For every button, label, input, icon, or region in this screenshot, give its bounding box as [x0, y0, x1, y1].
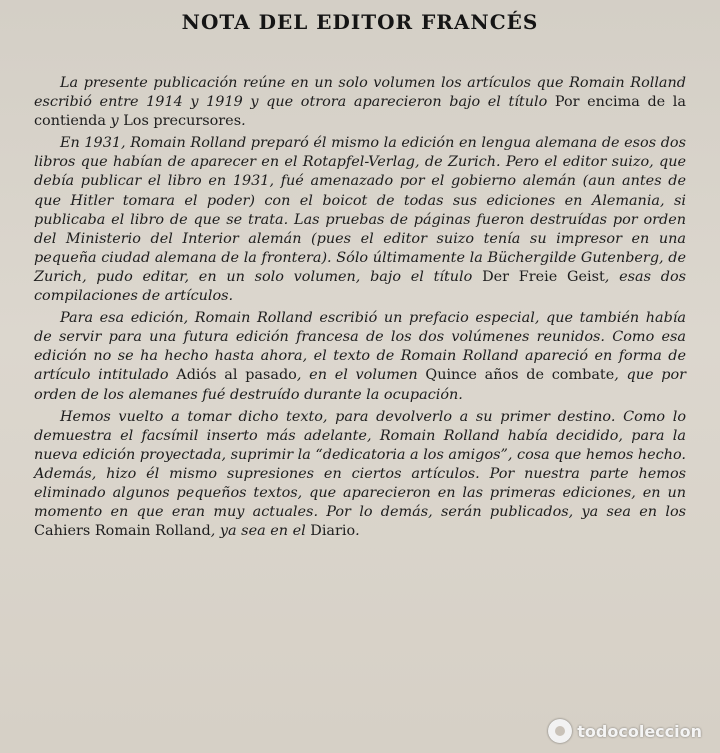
book-title-precursores: Los precursores [123, 113, 242, 130]
paragraph-3-connector: , en el volumen [296, 367, 426, 384]
paragraph-3-text: Para esa edición, Romain Rolland escribió un prefacio especial, que también había de servir para una futura edición francesa de los dos volúmenes reunidos. Como esa edición no se ha hecho hasta ahora, el texto de Romain Rolland apareció en forma de artículo intitulado [34, 310, 686, 384]
title-diario: Diario [310, 523, 356, 540]
paragraph-2-text: En 1931, Romain Rolland preparó él mismo la edición en lengua alemana de esos dos libros que habían de aparecer en el Rotapfel-Verlag, de Zurich. Pero el editor suizo, que debía publicar el libro en 1931, fué amenazado por el gobierno alemán (aun antes de que Hitler tomara el poder) con el boicot de todas sus ediciones en Alemania, si publicaba el libro de que se trata. Las pruebas de páginas fueron destruídas por orden del Ministerio del Interior alemán (pues el editor suizo tenía su impresor en una pequeña ciudad alemana de la frontera). Sólo últimamente la Büchergilde Gutenberg, de Zurich, pudo editar, en un solo volumen, bajo el título [34, 135, 686, 285]
paragraph-4-text: Hemos vuelto a tomar dicho texto, para devolverlo a su primer destino. Como lo demuestra el facsímil inserto más adelante, Romain Rolland había decidido, para la nueva edición proyectada, suprimir la “dedicatoria a los amigos”, cosa que hemos hecho. Además, hizo él mismo supresiones en ciertos artículos. Por nuestra parte hemos eliminado algunos pequeños textos, que aparecieron en las primeras ediciones, en un momento en que eran muy actuales. Por lo demás, serán publicados, ya sea en los [34, 408, 686, 521]
book-title-quince-anos: Quince años de combate [425, 367, 615, 384]
paragraph-2-end: , esas dos compilaciones de artículos. [34, 268, 686, 305]
paragraph-1-text: La presente publicación reúne en un solo volumen los artículos que Romain Rolland escribió entre 1914 y 1919 y que otrora aparecieron bajo el título [34, 75, 686, 111]
paragraph-3 [34, 309, 686, 404]
article-title-adios: Adiós al pasado [176, 367, 297, 384]
book-title-por-encima: Por encima de la contienda [34, 94, 686, 130]
title-cahiers: Cahiers Romain Rolland [34, 523, 211, 540]
paragraph-4-end: . [355, 523, 360, 540]
paragraph-4-connector: , ya sea en el [210, 523, 311, 540]
page-title: NOTA DEL EDITOR FRANCÉS [181, 10, 539, 34]
paragraph-1-connector: y [105, 113, 124, 130]
paragraph-1-end: . [241, 113, 246, 130]
paragraph-2 [34, 134, 686, 306]
paragraph-1 [34, 74, 686, 131]
watermark-logo-icon [548, 719, 572, 743]
body-text [34, 74, 686, 544]
paragraph-3-end: , que por orden de los alemanes fué destruído durante la ocupación. [34, 367, 687, 403]
watermark [548, 719, 702, 743]
book-title-der-freie-geist: Der Freie Geist [482, 268, 605, 285]
paragraph-4 [34, 408, 686, 542]
watermark-text: todocoleccion [577, 721, 702, 741]
